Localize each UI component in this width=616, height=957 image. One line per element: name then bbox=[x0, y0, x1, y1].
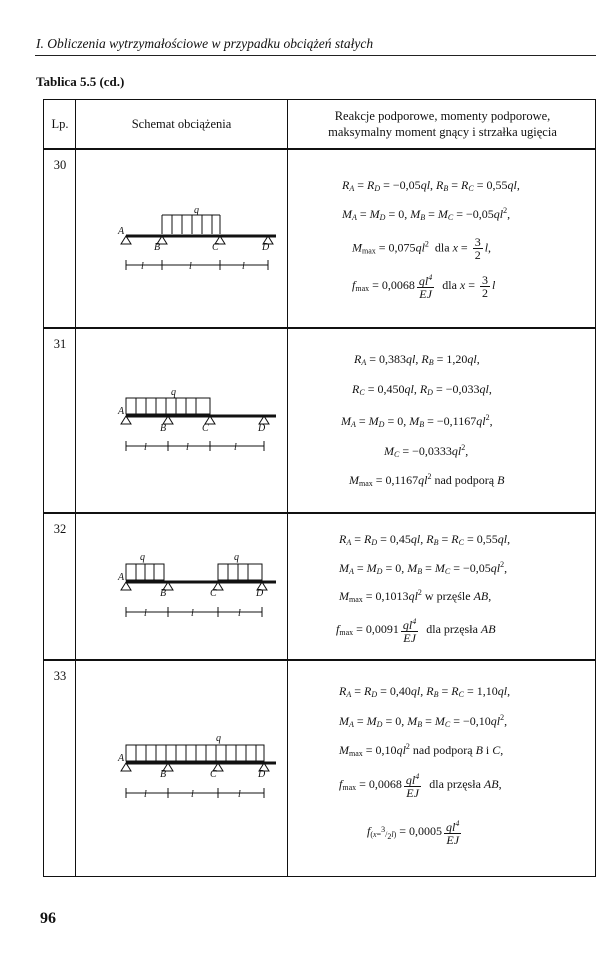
svg-text:l: l bbox=[186, 442, 189, 453]
row-30-line-3: $M_{max} = 0,075ql^2$ dla x = $\frac{3}{2}$ l, bbox=[352, 235, 492, 262]
row-32-line-3: $M_{max} = 0,1013ql^2$ w przęśle AB, bbox=[339, 588, 492, 604]
row-31-line-1: $R_A = 0,383ql$, $R_B = 1,20ql$, bbox=[354, 352, 480, 367]
svg-text:A: A bbox=[118, 572, 125, 583]
svg-text:A: A bbox=[118, 226, 125, 237]
load-label-q: q bbox=[171, 388, 176, 398]
row-33-line-5: $f_{(x=^3/_2l)} = 0,0005$ $\frac{ql^4}{EJ}$ bbox=[367, 819, 460, 847]
row-32-lp: 32 bbox=[53, 522, 67, 536]
svg-text:l: l bbox=[191, 608, 194, 619]
svg-text:C: C bbox=[202, 423, 209, 434]
svg-text:B: B bbox=[154, 242, 161, 253]
svg-text:C: C bbox=[212, 242, 219, 253]
svg-text:A: A bbox=[118, 753, 125, 764]
row-31-line-3: $M_A = M_D = 0$, $M_B = -0,1167ql^2$, bbox=[341, 413, 493, 429]
col-divider-1 bbox=[75, 100, 76, 876]
row-divider-32 bbox=[44, 659, 595, 661]
row-33-line-2: $M_A = M_D = 0$, $M_B = M_C = -0,10ql^2$, bbox=[339, 713, 508, 729]
chapter-header: I. Obliczenia wytrzymałościowe w przypadku obciążeń stałych bbox=[36, 36, 374, 51]
row-31-line-4: $M_C = -0,0333ql^2$, bbox=[384, 443, 469, 459]
svg-text:l: l bbox=[144, 442, 147, 453]
svg-text:C: C bbox=[210, 588, 217, 599]
row-33-line-1: $R_A = R_D = 0,40ql$, $R_B = R_C = 1,10ql$, bbox=[339, 684, 511, 699]
table-title: Tablica 5.5 (cd.) bbox=[36, 74, 125, 89]
svg-text:C: C bbox=[210, 769, 217, 780]
page-number: 96 bbox=[40, 910, 56, 927]
row-30-line-1: $R_A = R_D = -0,05ql$, $R_B = R_C = 0,55ql$, bbox=[342, 178, 520, 193]
svg-text:l: l bbox=[144, 608, 147, 619]
svg-text:D: D bbox=[258, 769, 266, 780]
col-header-lp: Lp. bbox=[51, 117, 69, 131]
row-31-line-2: $R_C = 0,450ql$, $R_D = -0,033ql$, bbox=[352, 382, 492, 397]
svg-text:q: q bbox=[140, 552, 145, 563]
row-33-lp: 33 bbox=[53, 669, 67, 683]
row-30-lp: 30 bbox=[53, 158, 67, 172]
row-33-scheme bbox=[116, 725, 276, 800]
row-33-line-3: $M_{max} = 0,10ql^2$ nad podporą B i C, bbox=[339, 742, 504, 758]
col-divider-2 bbox=[287, 100, 288, 876]
col-header-results bbox=[288, 108, 597, 140]
svg-text:A: A bbox=[118, 406, 125, 417]
row-divider-31 bbox=[44, 512, 595, 514]
row-32-line-2: $M_A = M_D = 0$, $M_B = M_C = -0,05ql^2$, bbox=[339, 560, 508, 576]
svg-text:D: D bbox=[262, 242, 270, 253]
row-33-line-4: $f_{max} = 0,0068$ $\frac{ql^4}{EJ}$ dla przęsła AB, bbox=[339, 772, 502, 800]
load-table bbox=[43, 99, 596, 877]
svg-text:B: B bbox=[160, 769, 167, 780]
svg-text:l: l bbox=[191, 789, 194, 800]
col-header-results-line2: maksymalny moment gnący i strzałka ugięcia bbox=[328, 125, 557, 139]
row-31-scheme bbox=[116, 388, 276, 463]
svg-text:l: l bbox=[242, 261, 245, 272]
load-label-q: q bbox=[194, 205, 199, 216]
svg-text:l: l bbox=[238, 789, 241, 800]
svg-text:l: l bbox=[141, 261, 144, 272]
svg-text:B: B bbox=[160, 588, 167, 599]
row-31-lp: 31 bbox=[53, 337, 67, 351]
svg-text:q: q bbox=[216, 733, 221, 744]
row-30-line-4: $f_{max} = 0,0068$ $\frac{ql^4}{EJ}$ dla x = $\frac{3}{2}$ l bbox=[352, 272, 496, 301]
svg-text:D: D bbox=[258, 423, 266, 434]
svg-text:D: D bbox=[256, 588, 264, 599]
row-30-line-2: $M_A = M_D = 0$, $M_B = M_C = -0,05ql^2$, bbox=[342, 206, 511, 222]
svg-text:l: l bbox=[144, 789, 147, 800]
col-header-scheme: Schemat obciążenia bbox=[131, 117, 232, 131]
svg-text:q: q bbox=[234, 552, 239, 563]
row-32-line-4: $f_{max} = 0,0091$ $\frac{ql^4}{EJ}$ dla przęsła AB bbox=[336, 617, 496, 645]
svg-text:B: B bbox=[160, 423, 167, 434]
row-31-line-5: $M_{max} = 0,1167ql^2$ nad podporą B bbox=[349, 472, 505, 488]
col-header-results-line1: Reakcje podporowe, momenty podporowe, bbox=[334, 109, 551, 123]
header-rule bbox=[35, 55, 596, 56]
row-30-scheme bbox=[116, 205, 276, 280]
header-divider bbox=[44, 148, 595, 150]
svg-text:l: l bbox=[189, 261, 192, 272]
svg-text:l: l bbox=[234, 442, 237, 453]
row-32-line-1: $R_A = R_D = 0,45ql$, $R_B = R_C = 0,55ql$, bbox=[339, 532, 511, 547]
row-divider-30 bbox=[44, 327, 595, 329]
row-32-scheme bbox=[116, 550, 276, 625]
svg-text:l: l bbox=[238, 608, 241, 619]
